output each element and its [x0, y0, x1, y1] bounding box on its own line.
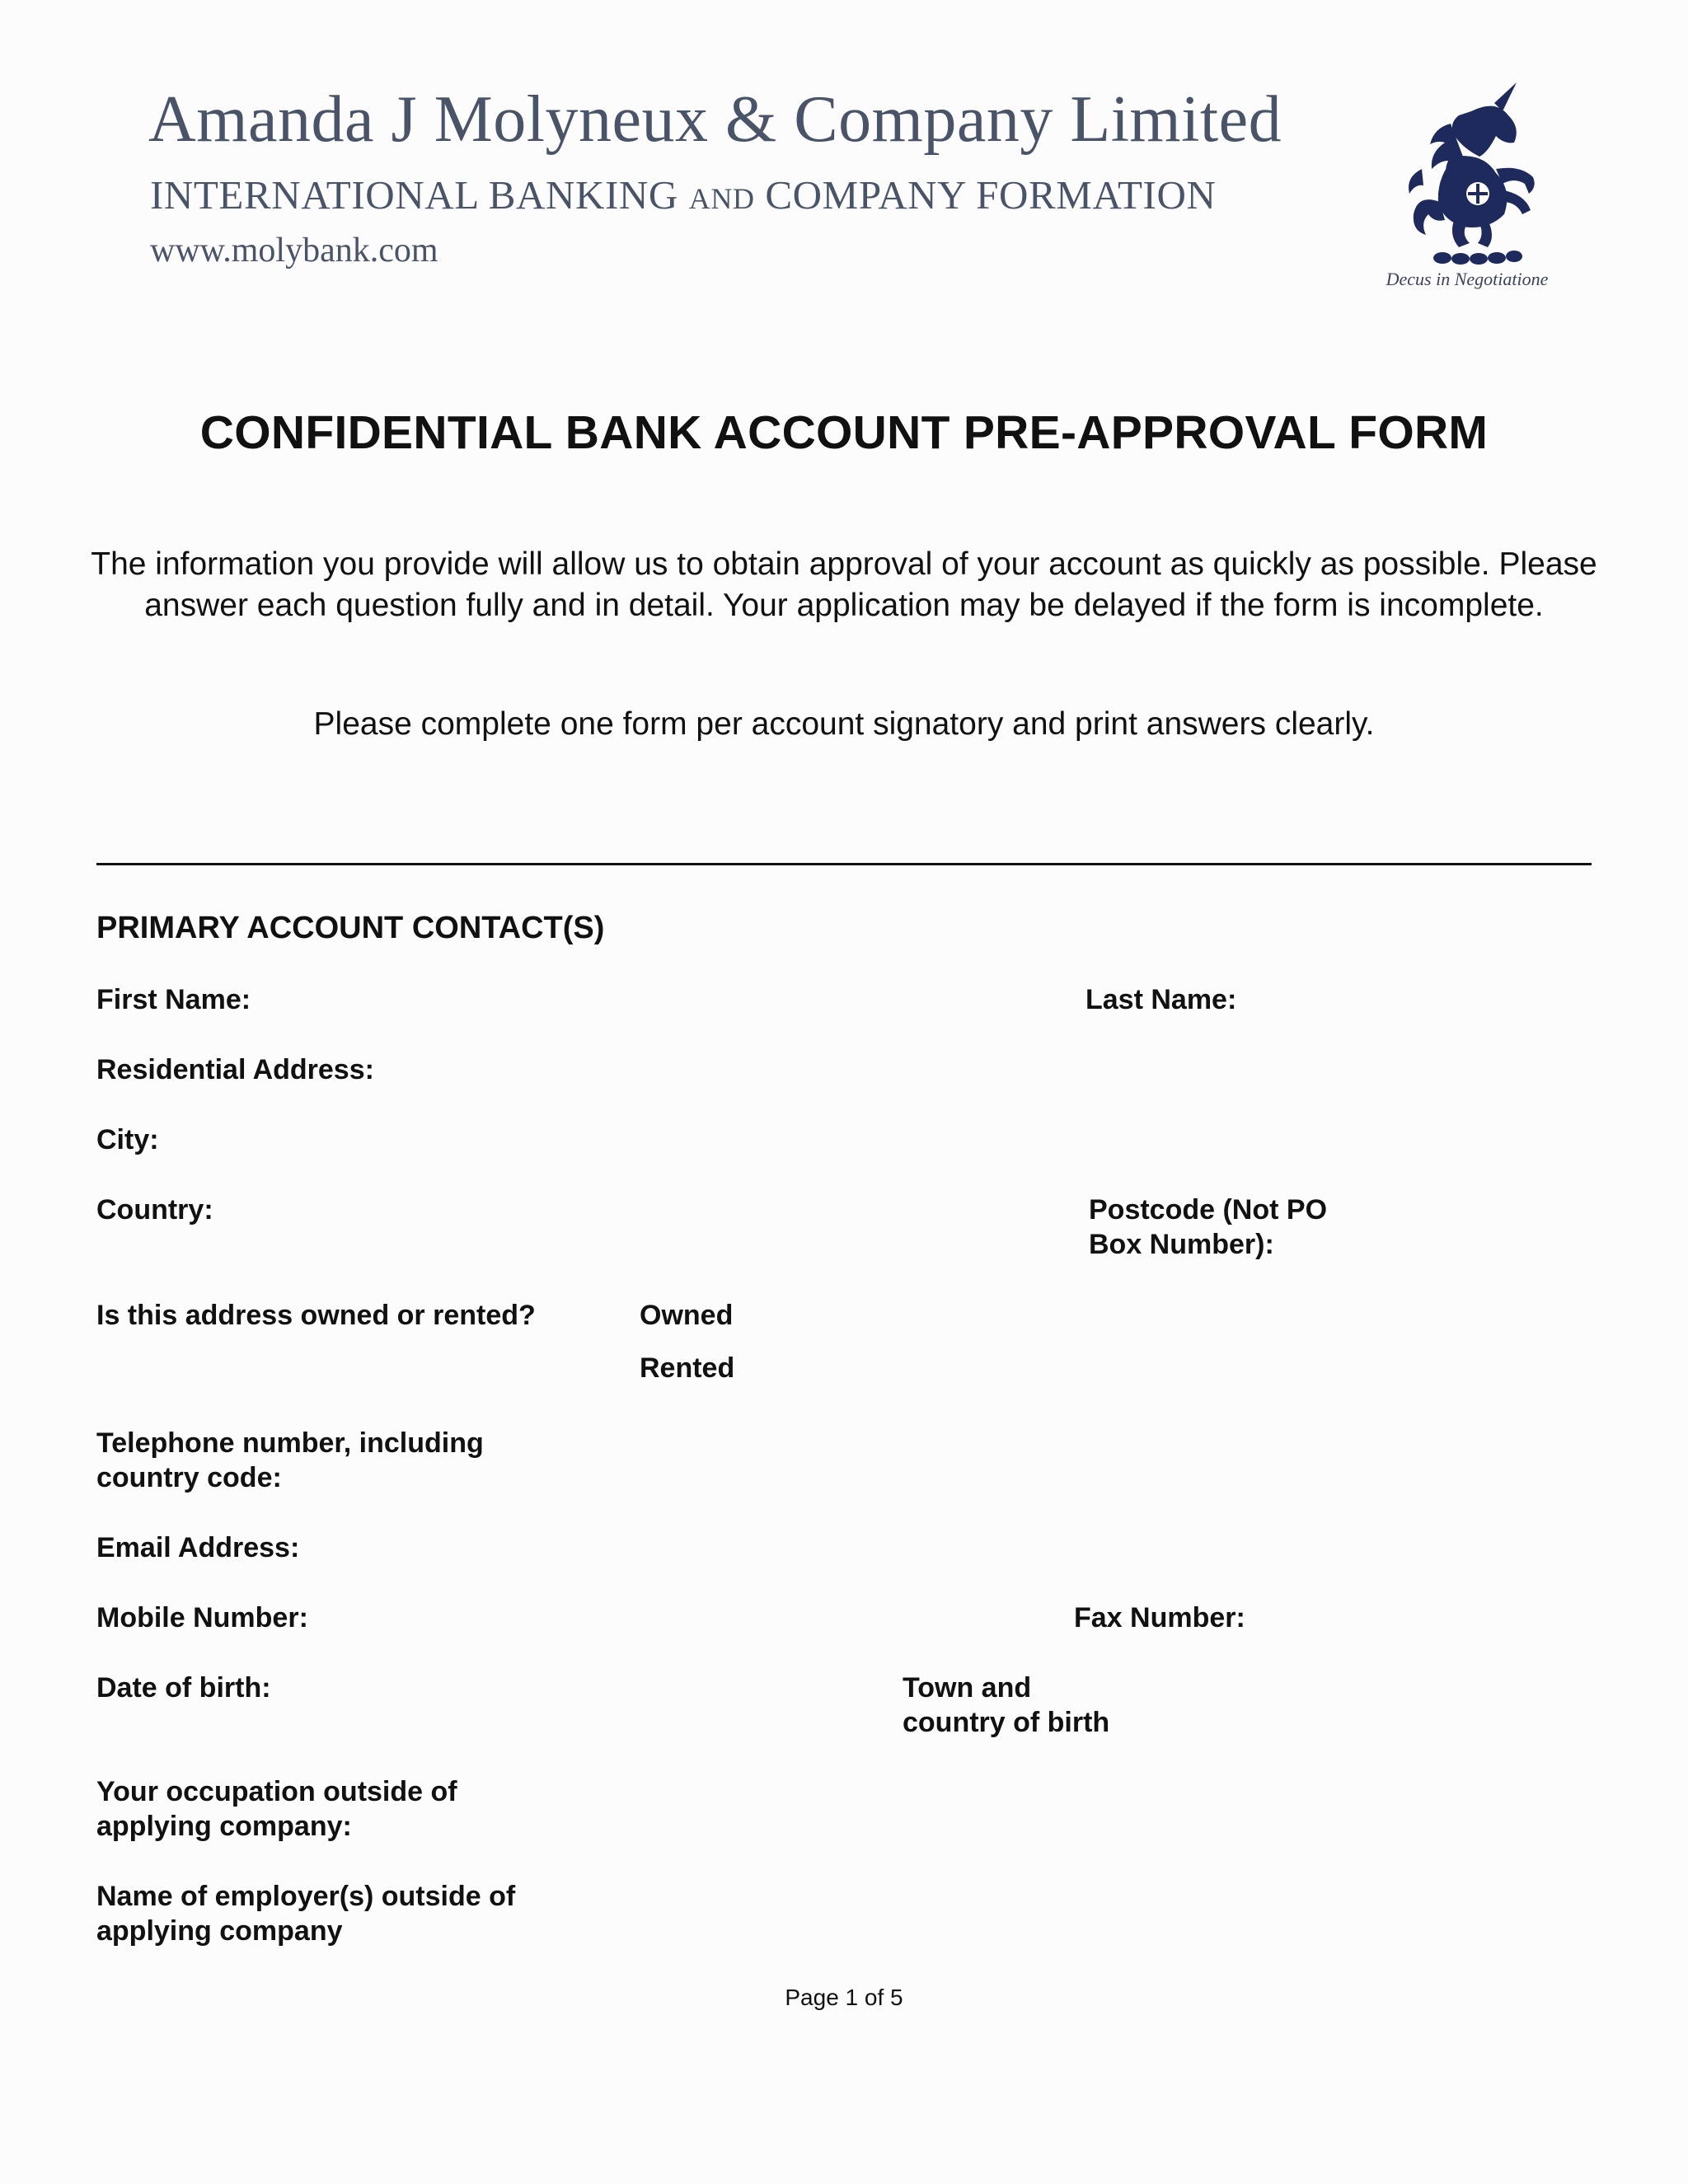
birthplace-label-line1: Town and: [903, 1672, 1032, 1704]
intro-instruction: Please complete one form per account signatory and print answers clearly.: [313, 706, 1375, 742]
rented-option[interactable]: Rented: [640, 1352, 735, 1384]
postcode-label-line2: Box Number):: [1089, 1229, 1274, 1260]
owned-or-rented-label: Is this address owned or rented?: [96, 1300, 536, 1331]
last-name-label: Last Name:: [1085, 984, 1237, 1015]
occupation-label-line1: Your occupation outside of: [96, 1776, 457, 1807]
dob-label: Date of birth:: [96, 1672, 271, 1704]
telephone-label: [96, 1426, 484, 1495]
employer-label: [96, 1879, 515, 1948]
postcode-label: [1089, 1193, 1327, 1262]
occupation-label: [96, 1774, 457, 1844]
company-website: www.molybank.com: [150, 232, 438, 269]
page-number: Page 1 of 5: [785, 1985, 903, 2010]
birthplace-label: [903, 1671, 1109, 1740]
company-subtitle-and: AND: [688, 182, 755, 215]
occupation-label-line2: applying company:: [96, 1811, 352, 1842]
telephone-label-line2: country code:: [96, 1462, 282, 1493]
mobile-label: Mobile Number:: [96, 1602, 308, 1633]
city-label: City:: [96, 1124, 159, 1155]
company-name: Amanda J Molyneux & Company Limited: [148, 83, 1282, 156]
owned-option[interactable]: Owned: [640, 1300, 734, 1331]
telephone-label-line1: Telephone number, including: [96, 1427, 484, 1459]
fax-label: Fax Number:: [1074, 1602, 1245, 1633]
residential-address-label: Residential Address:: [96, 1054, 374, 1085]
country-label: Country:: [96, 1194, 213, 1226]
email-label: Email Address:: [96, 1532, 300, 1563]
section-heading: PRIMARY ACCOUNT CONTACT(S): [96, 911, 605, 945]
company-motto: Decus in Negotiatione: [1386, 269, 1549, 289]
employer-label-line2: applying company: [96, 1915, 343, 1947]
unicorn-crest-icon: [1372, 78, 1562, 293]
first-name-label: First Name:: [96, 984, 251, 1015]
section-divider: [96, 863, 1592, 865]
form-title: CONFIDENTIAL BANK ACCOUNT PRE-APPROVAL FORM: [199, 406, 1489, 459]
birthplace-label-line2: country of birth: [903, 1707, 1110, 1738]
company-subtitle-part-b: COMPANY FORMATION: [754, 172, 1217, 218]
company-subtitle-part-a: INTERNATIONAL BANKING: [150, 172, 689, 218]
postcode-label-line1: Postcode (Not PO: [1089, 1194, 1328, 1226]
intro-paragraph: The information you provide will allow us to obtain approval of your account as quickly as possible. Please answer each question fully and in detail. Your application may be delayed if the form is incomplete.: [91, 546, 1597, 623]
employer-label-line1: Name of employer(s) outside of: [96, 1881, 516, 1912]
company-subtitle: [150, 171, 1216, 218]
